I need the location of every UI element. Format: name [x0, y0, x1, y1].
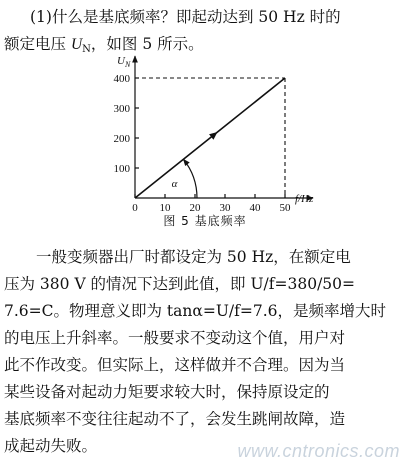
explanation-line-1: 一般变频器出厂时都设定为 50 Hz，在额定电 — [36, 248, 351, 266]
rated-voltage-symbol: U — [70, 36, 83, 53]
intro-text: 额定电压 — [4, 35, 71, 53]
x-tick-label: 20 — [189, 202, 201, 214]
rated-voltage-subscript: N — [82, 44, 91, 55]
explanation-line-8: 成起动失败。 — [4, 437, 98, 455]
intro-line-1 — [0, 4, 410, 31]
explanation-line-7: 基底频率不变往往起动不了，会发生跳闸故障，造 — [4, 410, 346, 428]
explanation-paragraph — [0, 244, 410, 460]
y-tick-label: 200 — [113, 133, 130, 145]
explanation-line-6: 某些设备对起动力矩要求较大时，保持原设定的 — [4, 383, 330, 401]
y-axis-label: $U_N$ — [117, 55, 131, 69]
intro-question: 什么是基底频率？即起动达到 50 Hz 时的 — [51, 8, 341, 26]
x-tick-label: 50 — [279, 202, 291, 214]
y-tick-label: 400 — [113, 73, 130, 85]
intro-paragraph — [0, 4, 410, 58]
x-axis-label: f/Hz — [295, 193, 314, 205]
x-ticks — [132, 194, 291, 214]
alpha-label: α — [171, 178, 178, 191]
x-tick-label: 30 — [219, 202, 231, 214]
x-tick-label: 10 — [159, 202, 171, 214]
intro-line-2 — [0, 31, 410, 58]
intro-text-end: ，如图 5 所示。 — [90, 35, 204, 53]
figure-caption: 图 5 基底频率 — [163, 214, 247, 228]
item-number: (1) — [30, 8, 52, 26]
explanation-line-2: 压为 380 V 的情况下达到此值，即 U/f=380/50= — [4, 275, 356, 293]
x-tick-label: 0 — [132, 202, 138, 214]
y-tick-label: 100 — [113, 163, 130, 175]
alpha-angle-arc — [183, 159, 197, 198]
explanation-line-3: 7.6=C。物理意义即为 tanα=U/f=7.6，是频率增大时 — [4, 302, 386, 320]
x-tick-label: 40 — [249, 202, 261, 214]
y-tick-label: 300 — [113, 103, 130, 115]
explanation-line-5: 此不作改变。但实际上，这样做并不合理。因为当 — [4, 356, 346, 374]
voltage-frequency-line — [135, 78, 285, 198]
explanation-line-4: 的电压上升斜率。一般要求不变动这个值，用户对 — [4, 329, 346, 347]
base-frequency-chart — [100, 55, 330, 226]
site-watermark: www.cntronics.com — [237, 441, 400, 461]
